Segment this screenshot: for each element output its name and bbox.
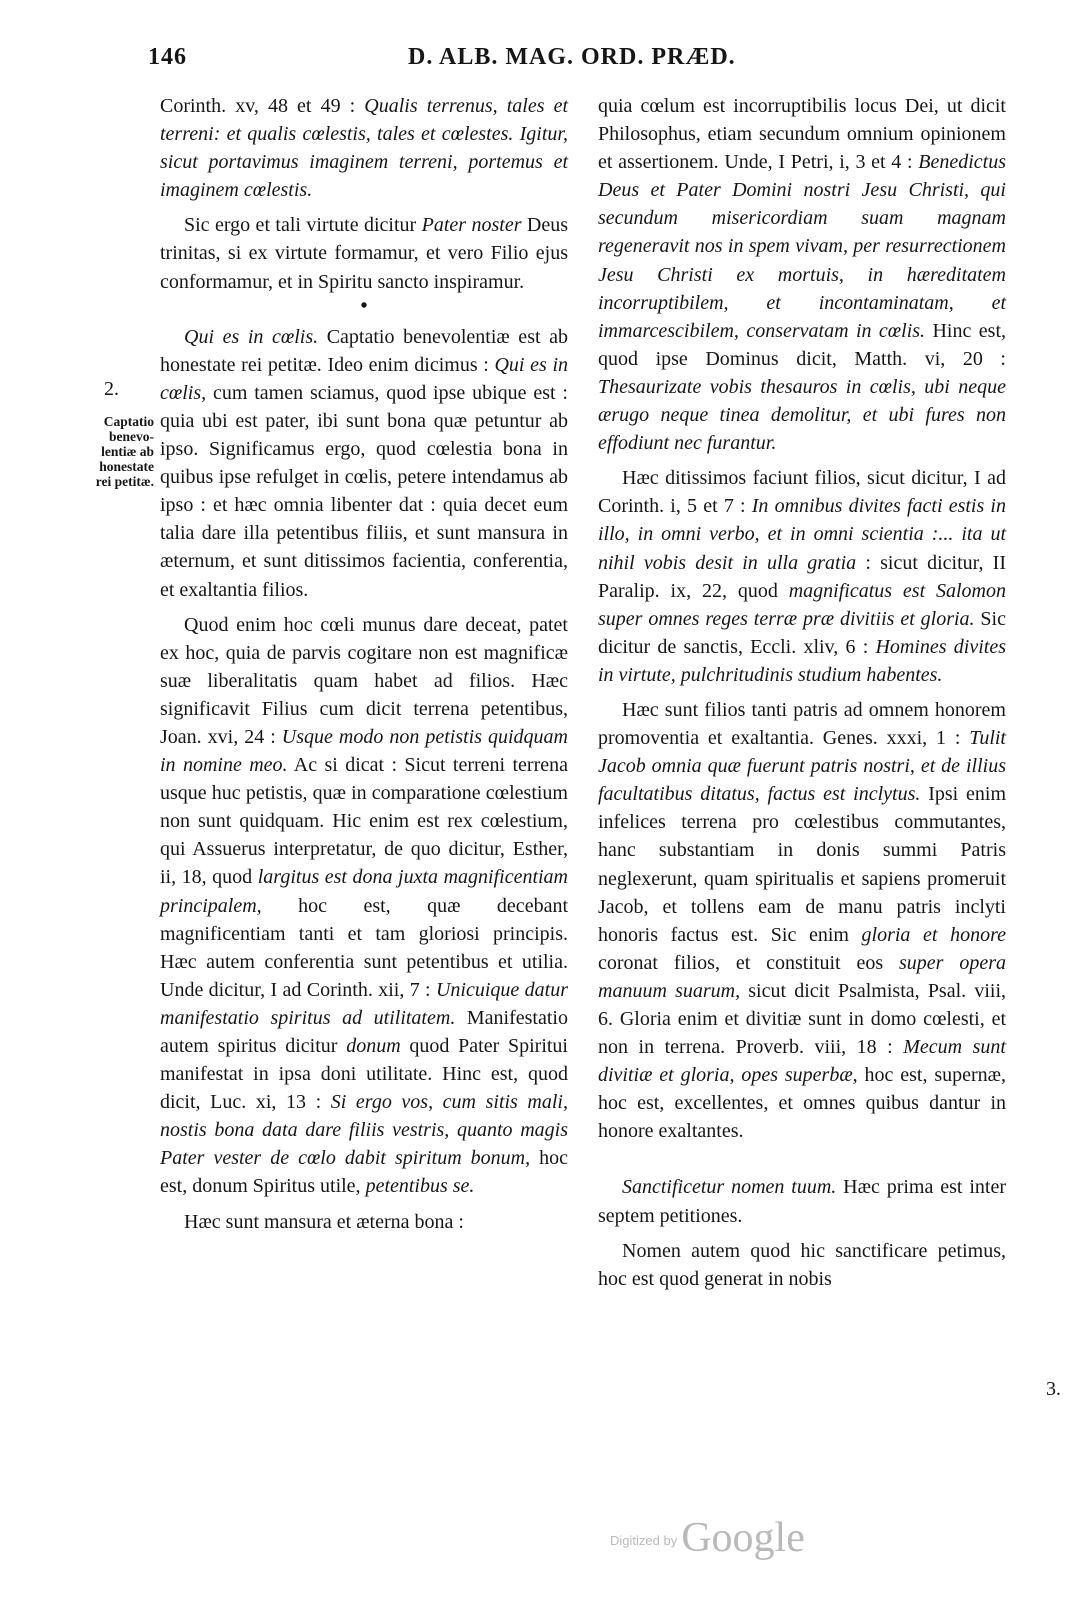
margin-note-line: honestate [99, 459, 154, 474]
paragraph: Quod enim hoc cœli munus dare deceat, patet ex hoc, quia de parvis cogitare non est magnificæ suæ liberalitatis quam habet ad filios. Hæc significavit Filius cum dicit terrena petentibus, Joan. xvi, 24 : Usque modo non petistis quidquam in nomine meo. Ac si dicat : Sicut terreni terrena usque huc petistis, quæ in comparatione cœlestium non sunt quidquam. Hic enim est rex cœlestium, qui Assuerus interpretatur, de quo dicitur, Esther, ii, 18, quod largitus est dona juxta magnificentiam principalem, hoc est, quæ decebant magnificentiam tanti et tam gloriosi principis. Hæc autem conferentia sunt petentibus et utilia. Unde dicitur, I ad Corinth. xii, 7 : Unicuique datur manifestatio spiritus ad utilitatem. Manifestatio autem spiritus dicitur donum quod Pater Spiritui manifestat in ipsa doni utilitate. Hinc est, quod dicit, Luc. xi, 13 : Si ergo vos, cum sitis mali, nostis bona data dare filiis vestris, quanto magis Pater vester de cœlo dabit spiritum bonum, hoc est, donum Spiritus utile, petentibus se. [160, 613, 569, 1198]
google-logo: Google [681, 1515, 805, 1561]
margin-note-line: lentiæ ab [101, 444, 154, 459]
margin-note-line: rei petitæ. [95, 474, 154, 489]
paragraph: Nomen autem quod hic sanctificare petimus, hoc est quod generat in nobis [598, 1239, 1006, 1290]
digitized-by-google-watermark [610, 1514, 805, 1564]
paragraph: Corinth. xv, 48 et 49 : Qualis terrenus, tales et terreni: et qualis cœlestis, tales et cœlestes. Igitur, sicut portavimus imaginem terreni, portemus et imaginem cœlestis. [160, 95, 569, 202]
page-number: 146 [148, 44, 187, 70]
section-divider: • [360, 294, 368, 317]
paragraph: Hæc sunt mansura et æterna bona : [184, 1210, 464, 1233]
paragraph: Hæc ditissimos faciunt filios, sicut dicitur, I ad Corinth. i, 5 et 7 : In omnibus divites facti estis in illo, in omni verbo, et in omni scientia :... ita ut nihil vobis desit in ulla gratia : sicut dicitur, II Paralip. ix, 22, quod magnificatus est Salomon super omnes reges terræ præ divitiis et gloria. Sic dicitur de sanctis, Eccli. xliv, 6 : Homines divites in virtute, pulchritudinis studium habentes. [598, 467, 1007, 686]
paragraph: Sanctificetur nomen tuum. Hæc prima est inter septem petitiones. [598, 1176, 1006, 1227]
paragraph: quia cœlum est incorruptibilis locus Dei, ut dicit Philosophus, etiam secundum omnium opinionem et assertionem. Unde, I Petri, i, 3 et 4 : Benedictus Deus et Pater Domini nostri Jesu Christi, qui secundum misericordiam suam magnam regeneravit nos in spem vivam, per resurrectionem Jesu Christi ex mortuis, in hæreditatem incorruptibilem, et incontaminatam, et immarcescibilem, conservatam in cœlis. Hinc est, quod ipse Dominus dicit, Matth. vi, 20 : Thesaurizate vobis thesauros in cœlis, ubi neque ærugo neque tinea demolitur, et ubi fures non effodiunt nec furantur. [598, 95, 1006, 455]
paragraph: Qui es in cœlis. Captatio benevolentiæ est ab honestate rei petitæ. Ideo enim dicimus : Qui es in cœlis, cum tamen sciamus, quod ipse ubique est : quia ubi est pater, ibi sunt bona quæ petuntur ab ipso. Significamus ergo, quod cœlestia bona in quibus ipse refulget in cœlis, petere intendamus ab ipso : et hæc omnia libenter dat : quia decet eum talia dare illa petentibus filiis, et sunt mansura in æternum, et sunt ditissimos facientia, conferentia, et exaltantia filios. [160, 325, 569, 601]
section-number-2: 2. [104, 378, 119, 400]
right-column [598, 92, 1006, 1293]
watermark-prefix: Digitized by [610, 1533, 678, 1548]
margin-note [58, 414, 154, 489]
margin-note-line: Captatio [103, 414, 154, 429]
margin-note-line: benevo- [109, 429, 154, 444]
paragraph: Hæc sunt filios tanti patris ad omnem honorem promoventia et exaltantia. Genes. xxxi, 1 : Tulit Jacob omnia quæ fuerunt patris nostri, et de illius facultatibus ditatus, factus est inclytus. Ipsi enim infelices terrena pro cœlestibus commutantes, hanc substantiam in donis summi Patris neglexerunt, quam spiritualis et sapiens promeruit Jacob, et tollens eam de manu patris inclyti honoris factus est. Sic enim gloria et honore coronat filios, et constituit eos super opera manuum suarum, sicut dicit Psalmista, Psal. viii, 6. Gloria enim et divitiæ sunt in domo cœlesti, et non in terrena. Proverb. viii, 18 : Mecum sunt divitiæ et gloria, opes superbæ, hoc est, supernæ, hoc est, excellentes, et omnes quibus dantur in honore exaltantes. [598, 698, 1007, 1143]
section-number-3: 3. [1046, 1378, 1061, 1400]
left-column [160, 92, 568, 1236]
running-title: D. ALB. MAG. ORD. PRÆD. [408, 44, 736, 70]
paragraph: Sic ergo et tali virtute dicitur Pater noster Deus trinitas, si ex virtute formamur, et vero Filio ejus conformamur, et in Spiritu sancto inspiramur. [160, 214, 569, 293]
